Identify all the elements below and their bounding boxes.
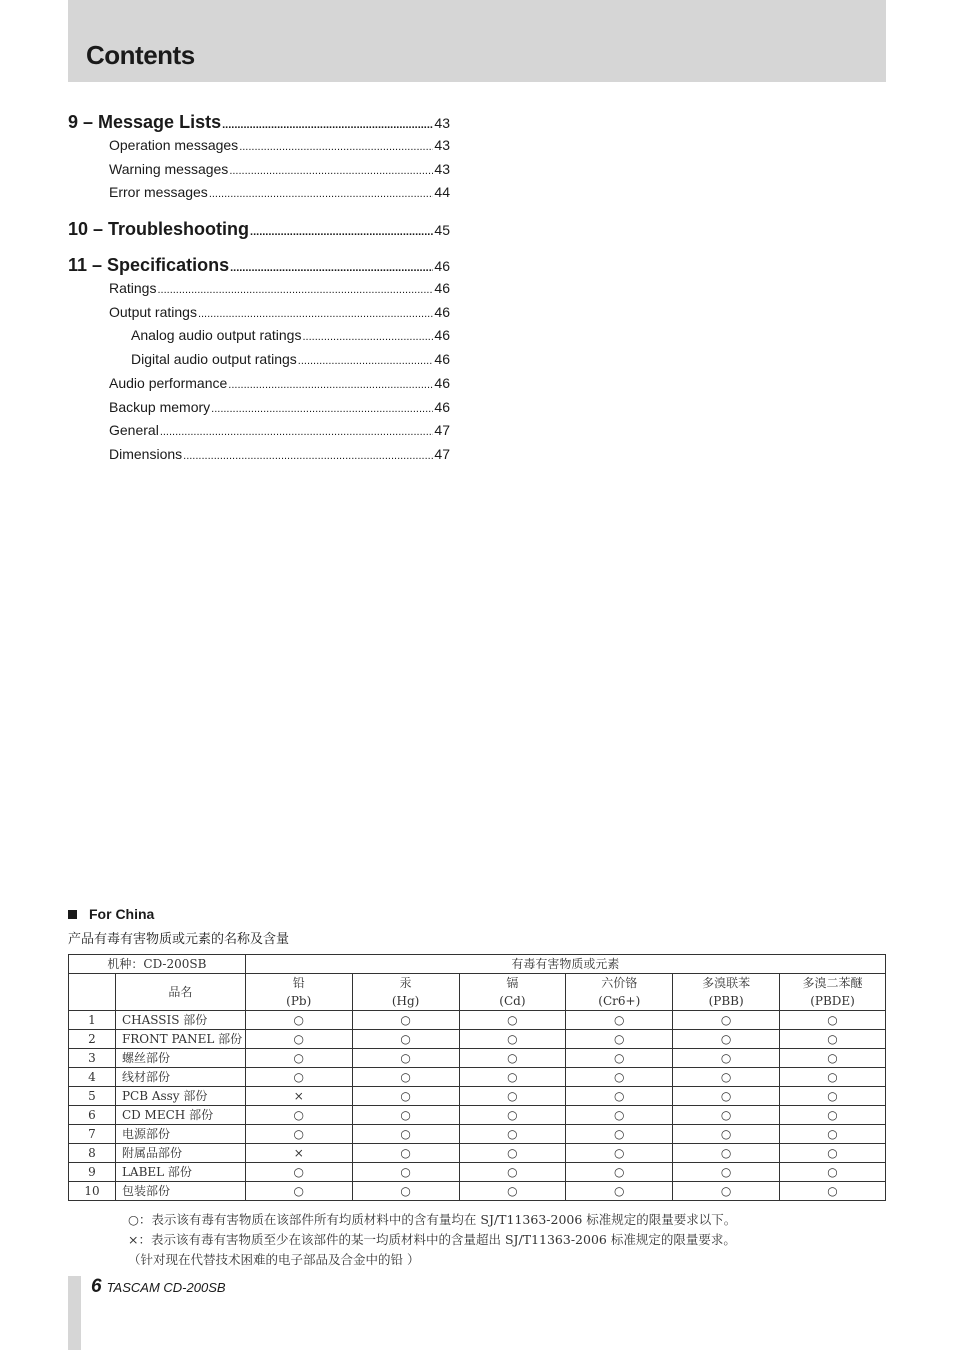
substance-mark: ○	[566, 1125, 673, 1144]
substance-mark: ○	[459, 1087, 566, 1106]
china-subtitle: 产品有毒有害物质或元素的名称及含量	[68, 932, 290, 947]
toc-entry[interactable]	[68, 348, 450, 372]
substance-mark: ○	[245, 1163, 352, 1182]
toc-dot-leader	[298, 350, 434, 374]
toc-entry-label: Operation messages	[109, 137, 239, 153]
substance-mark: ○	[780, 1030, 886, 1049]
substance-mark: ○	[352, 1163, 459, 1182]
toc-entry[interactable]	[68, 301, 450, 325]
element-name: 多溴联苯	[702, 976, 751, 990]
table-row	[69, 1011, 886, 1030]
toc-entry-label: 9 – Message Lists	[68, 112, 222, 132]
part-name: FRONT PANEL 部份	[115, 1030, 245, 1049]
element-symbol: (Cr6+)	[598, 994, 641, 1008]
element-symbol: (PBDE)	[810, 994, 855, 1008]
toc-page-number: 46	[434, 327, 450, 344]
toc-dot-leader	[230, 256, 433, 280]
substance-mark: ○	[245, 1068, 352, 1087]
toc-dot-leader	[229, 160, 433, 184]
toc-entry-label: Audio performance	[109, 374, 228, 391]
substance-mark: ○	[459, 1125, 566, 1144]
table-of-contents	[68, 110, 450, 467]
toc-entry[interactable]	[68, 134, 450, 158]
toc-entry[interactable]	[68, 277, 450, 301]
substance-mark: ○	[459, 1144, 566, 1163]
element-symbol: (PBB)	[708, 994, 744, 1008]
element-symbol: (Cd)	[499, 994, 526, 1008]
row-number: 5	[69, 1087, 116, 1106]
toc-entry-label: Backup memory	[109, 398, 211, 415]
substance-mark: ○	[566, 1049, 673, 1068]
substance-mark: ○	[245, 1030, 352, 1049]
substance-mark: ○	[459, 1163, 566, 1182]
toc-page-number: 47	[434, 422, 450, 439]
note-line: ○：表示该有毒有害物质在该部件所有均质材料中的含有量均在 SJ/T11363-2006 标准规定的限量要求以下。	[128, 1212, 737, 1227]
element-name: 镉	[506, 976, 519, 990]
toc-dot-leader	[198, 303, 433, 327]
toc-chapter-entry[interactable]	[68, 217, 450, 241]
substance-mark: ○	[352, 1144, 459, 1163]
substance-mark: ○	[352, 1011, 459, 1030]
substance-mark: ○	[352, 1182, 459, 1201]
toc-dot-leader	[157, 279, 433, 303]
group-header: 有毒有害物质或元素	[245, 955, 885, 974]
substance-mark: ○	[780, 1068, 886, 1087]
substance-mark: ○	[673, 1011, 780, 1030]
toc-page-number: 43	[434, 115, 450, 131]
model-label: 机种：CD-200SB	[69, 955, 246, 974]
element-symbol: (Pb)	[286, 994, 312, 1008]
substance-mark: ○	[673, 1182, 780, 1201]
part-name: LABEL 部份	[115, 1163, 245, 1182]
substance-mark: ○	[245, 1125, 352, 1144]
part-name: 电源部份	[115, 1125, 245, 1144]
substance-mark: ○	[459, 1182, 566, 1201]
part-header: 品名	[115, 974, 245, 1011]
substance-mark: ○	[459, 1011, 566, 1030]
toc-entry-label: Digital audio output ratings	[131, 351, 297, 368]
table-row	[69, 1068, 886, 1087]
element-header	[566, 974, 673, 1011]
toc-entry[interactable]	[68, 372, 450, 396]
substance-mark: ○	[566, 1163, 673, 1182]
toc-page-number: 46	[434, 398, 450, 415]
substance-mark: ○	[673, 1125, 780, 1144]
part-name: 螺丝部份	[115, 1049, 245, 1068]
product-name: TASCAM CD-200SB	[106, 1280, 226, 1295]
substance-mark: ○	[352, 1125, 459, 1144]
square-bullet-icon	[68, 910, 77, 919]
toc-dot-leader	[211, 398, 433, 422]
toc-page-number: 46	[434, 280, 450, 297]
substance-mark: ○	[780, 1049, 886, 1068]
substance-mark: ○	[780, 1106, 886, 1125]
table-notes	[128, 1210, 736, 1270]
toc-entry[interactable]	[68, 181, 450, 205]
part-name: 包装部份	[115, 1182, 245, 1201]
footer-bar	[68, 1276, 81, 1350]
substance-mark: ○	[245, 1049, 352, 1068]
toc-entry[interactable]	[68, 324, 450, 348]
element-name: 汞	[399, 976, 412, 990]
substance-mark: ○	[245, 1011, 352, 1030]
substance-mark: ×	[245, 1087, 352, 1106]
element-name: 多溴二苯醚	[802, 976, 863, 990]
toc-entry-label: Error messages	[109, 184, 208, 201]
table-row	[69, 1163, 886, 1182]
substance-mark: ○	[566, 1068, 673, 1087]
substance-mark: ○	[780, 1011, 886, 1030]
substance-mark: ○	[780, 1125, 886, 1144]
china-heading-label: For China	[89, 906, 155, 922]
toc-entry[interactable]	[68, 419, 450, 443]
toc-dot-leader	[209, 183, 434, 207]
substance-mark: ○	[566, 1182, 673, 1201]
row-number: 3	[69, 1049, 116, 1068]
substance-mark: ○	[459, 1068, 566, 1087]
row-number: 10	[69, 1182, 116, 1201]
substance-mark: ○	[673, 1087, 780, 1106]
toc-page-number: 45	[434, 222, 450, 239]
toc-entry[interactable]	[68, 443, 450, 467]
toc-entry-label: Dimensions	[109, 445, 183, 462]
element-header	[352, 974, 459, 1011]
substance-mark: ○	[780, 1144, 886, 1163]
substance-mark: ○	[673, 1049, 780, 1068]
toc-page-number: 43	[434, 160, 450, 177]
substance-mark: ○	[352, 1087, 459, 1106]
element-header	[673, 974, 780, 1011]
substance-mark: ○	[459, 1030, 566, 1049]
substance-mark: ○	[245, 1106, 352, 1125]
toc-dot-leader	[160, 421, 434, 445]
note-line: （针对现在代替技术困难的电子部品及合金中的铅 ）	[128, 1252, 420, 1267]
page-footer	[91, 1276, 226, 1298]
substance-mark: ○	[566, 1144, 673, 1163]
row-number: 8	[69, 1144, 116, 1163]
substance-mark: ○	[673, 1068, 780, 1087]
substance-mark: ○	[459, 1106, 566, 1125]
row-number: 4	[69, 1068, 116, 1087]
toc-page-number: 46	[434, 258, 450, 275]
toc-page-number: 46	[434, 351, 450, 368]
part-name: PCB Assy 部份	[115, 1087, 245, 1106]
page-number: 6	[91, 1276, 102, 1297]
toc-entry-label: Analog audio output ratings	[131, 327, 302, 344]
toc-chapter-entry[interactable]	[68, 253, 450, 277]
toc-entry[interactable]	[68, 396, 450, 420]
toc-entry[interactable]	[68, 158, 450, 182]
toc-page-number: 44	[434, 184, 450, 201]
toc-dot-leader	[183, 445, 433, 469]
table-row	[69, 1144, 886, 1163]
element-header	[459, 974, 566, 1011]
substance-mark: ○	[459, 1049, 566, 1068]
toc-dot-leader	[302, 326, 433, 350]
substance-mark: ○	[780, 1163, 886, 1182]
substance-mark: ○	[245, 1182, 352, 1201]
table-row	[69, 1182, 886, 1201]
substance-mark: ○	[566, 1030, 673, 1049]
toc-chapter-entry[interactable]	[68, 110, 450, 134]
toc-entry-label: Output ratings	[109, 303, 197, 320]
toc-entry-label: 10 – Troubleshooting	[68, 219, 250, 240]
substance-mark: ○	[566, 1087, 673, 1106]
toc-dot-leader	[239, 136, 433, 160]
element-header	[245, 974, 352, 1011]
row-number: 9	[69, 1163, 116, 1182]
hazardous-substances-table	[68, 954, 886, 1201]
row-number: 2	[69, 1030, 116, 1049]
element-header	[780, 974, 886, 1011]
substance-mark: ○	[673, 1106, 780, 1125]
element-name: 铅	[292, 976, 305, 990]
table-row	[69, 1030, 886, 1049]
element-symbol: (Hg)	[391, 994, 420, 1008]
part-name: CD MECH 部份	[115, 1106, 245, 1125]
toc-dot-leader	[228, 374, 433, 398]
substance-mark: ○	[673, 1163, 780, 1182]
table-row	[69, 1125, 886, 1144]
toc-page-number: 46	[434, 303, 450, 320]
number-header-cell	[69, 974, 116, 1011]
toc-dot-leader	[222, 113, 433, 137]
table-row	[69, 1106, 886, 1125]
row-number: 7	[69, 1125, 116, 1144]
table-row	[69, 1049, 886, 1068]
toc-page-number: 43	[434, 137, 450, 153]
part-name: 线材部份	[115, 1068, 245, 1087]
substance-mark: ○	[566, 1106, 673, 1125]
substance-mark: ○	[352, 1030, 459, 1049]
row-number: 1	[69, 1011, 116, 1030]
toc-entry-label: 11 – Specifications	[68, 255, 230, 276]
china-section-heading	[68, 906, 154, 922]
substance-mark: ○	[352, 1106, 459, 1125]
toc-page-number: 46	[434, 374, 450, 391]
substance-mark: ○	[780, 1182, 886, 1201]
substance-mark: ○	[673, 1030, 780, 1049]
toc-entry-label: General	[109, 422, 159, 439]
substance-mark: ×	[245, 1144, 352, 1163]
header-bar	[68, 0, 886, 82]
toc-entry-label: Warning messages	[109, 160, 229, 177]
part-name: CHASSIS 部份	[115, 1011, 245, 1030]
toc-page-number: 47	[434, 445, 450, 462]
element-name: 六价铬	[601, 976, 638, 990]
substance-mark: ○	[352, 1049, 459, 1068]
toc-dot-leader	[250, 220, 433, 244]
toc-entry-label: Ratings	[109, 280, 157, 297]
page-title: Contents	[86, 40, 195, 70]
substance-mark: ○	[352, 1068, 459, 1087]
part-name: 附属品部份	[115, 1144, 245, 1163]
note-line: ×：表示该有毒有害物质至少在该部件的某一均质材料中的含量超出 SJ/T11363-2006 标准规定的限量要求。	[128, 1232, 736, 1247]
substance-mark: ○	[780, 1087, 886, 1106]
substance-mark: ○	[673, 1144, 780, 1163]
table-row	[69, 1087, 886, 1106]
row-number: 6	[69, 1106, 116, 1125]
substance-mark: ○	[566, 1011, 673, 1030]
